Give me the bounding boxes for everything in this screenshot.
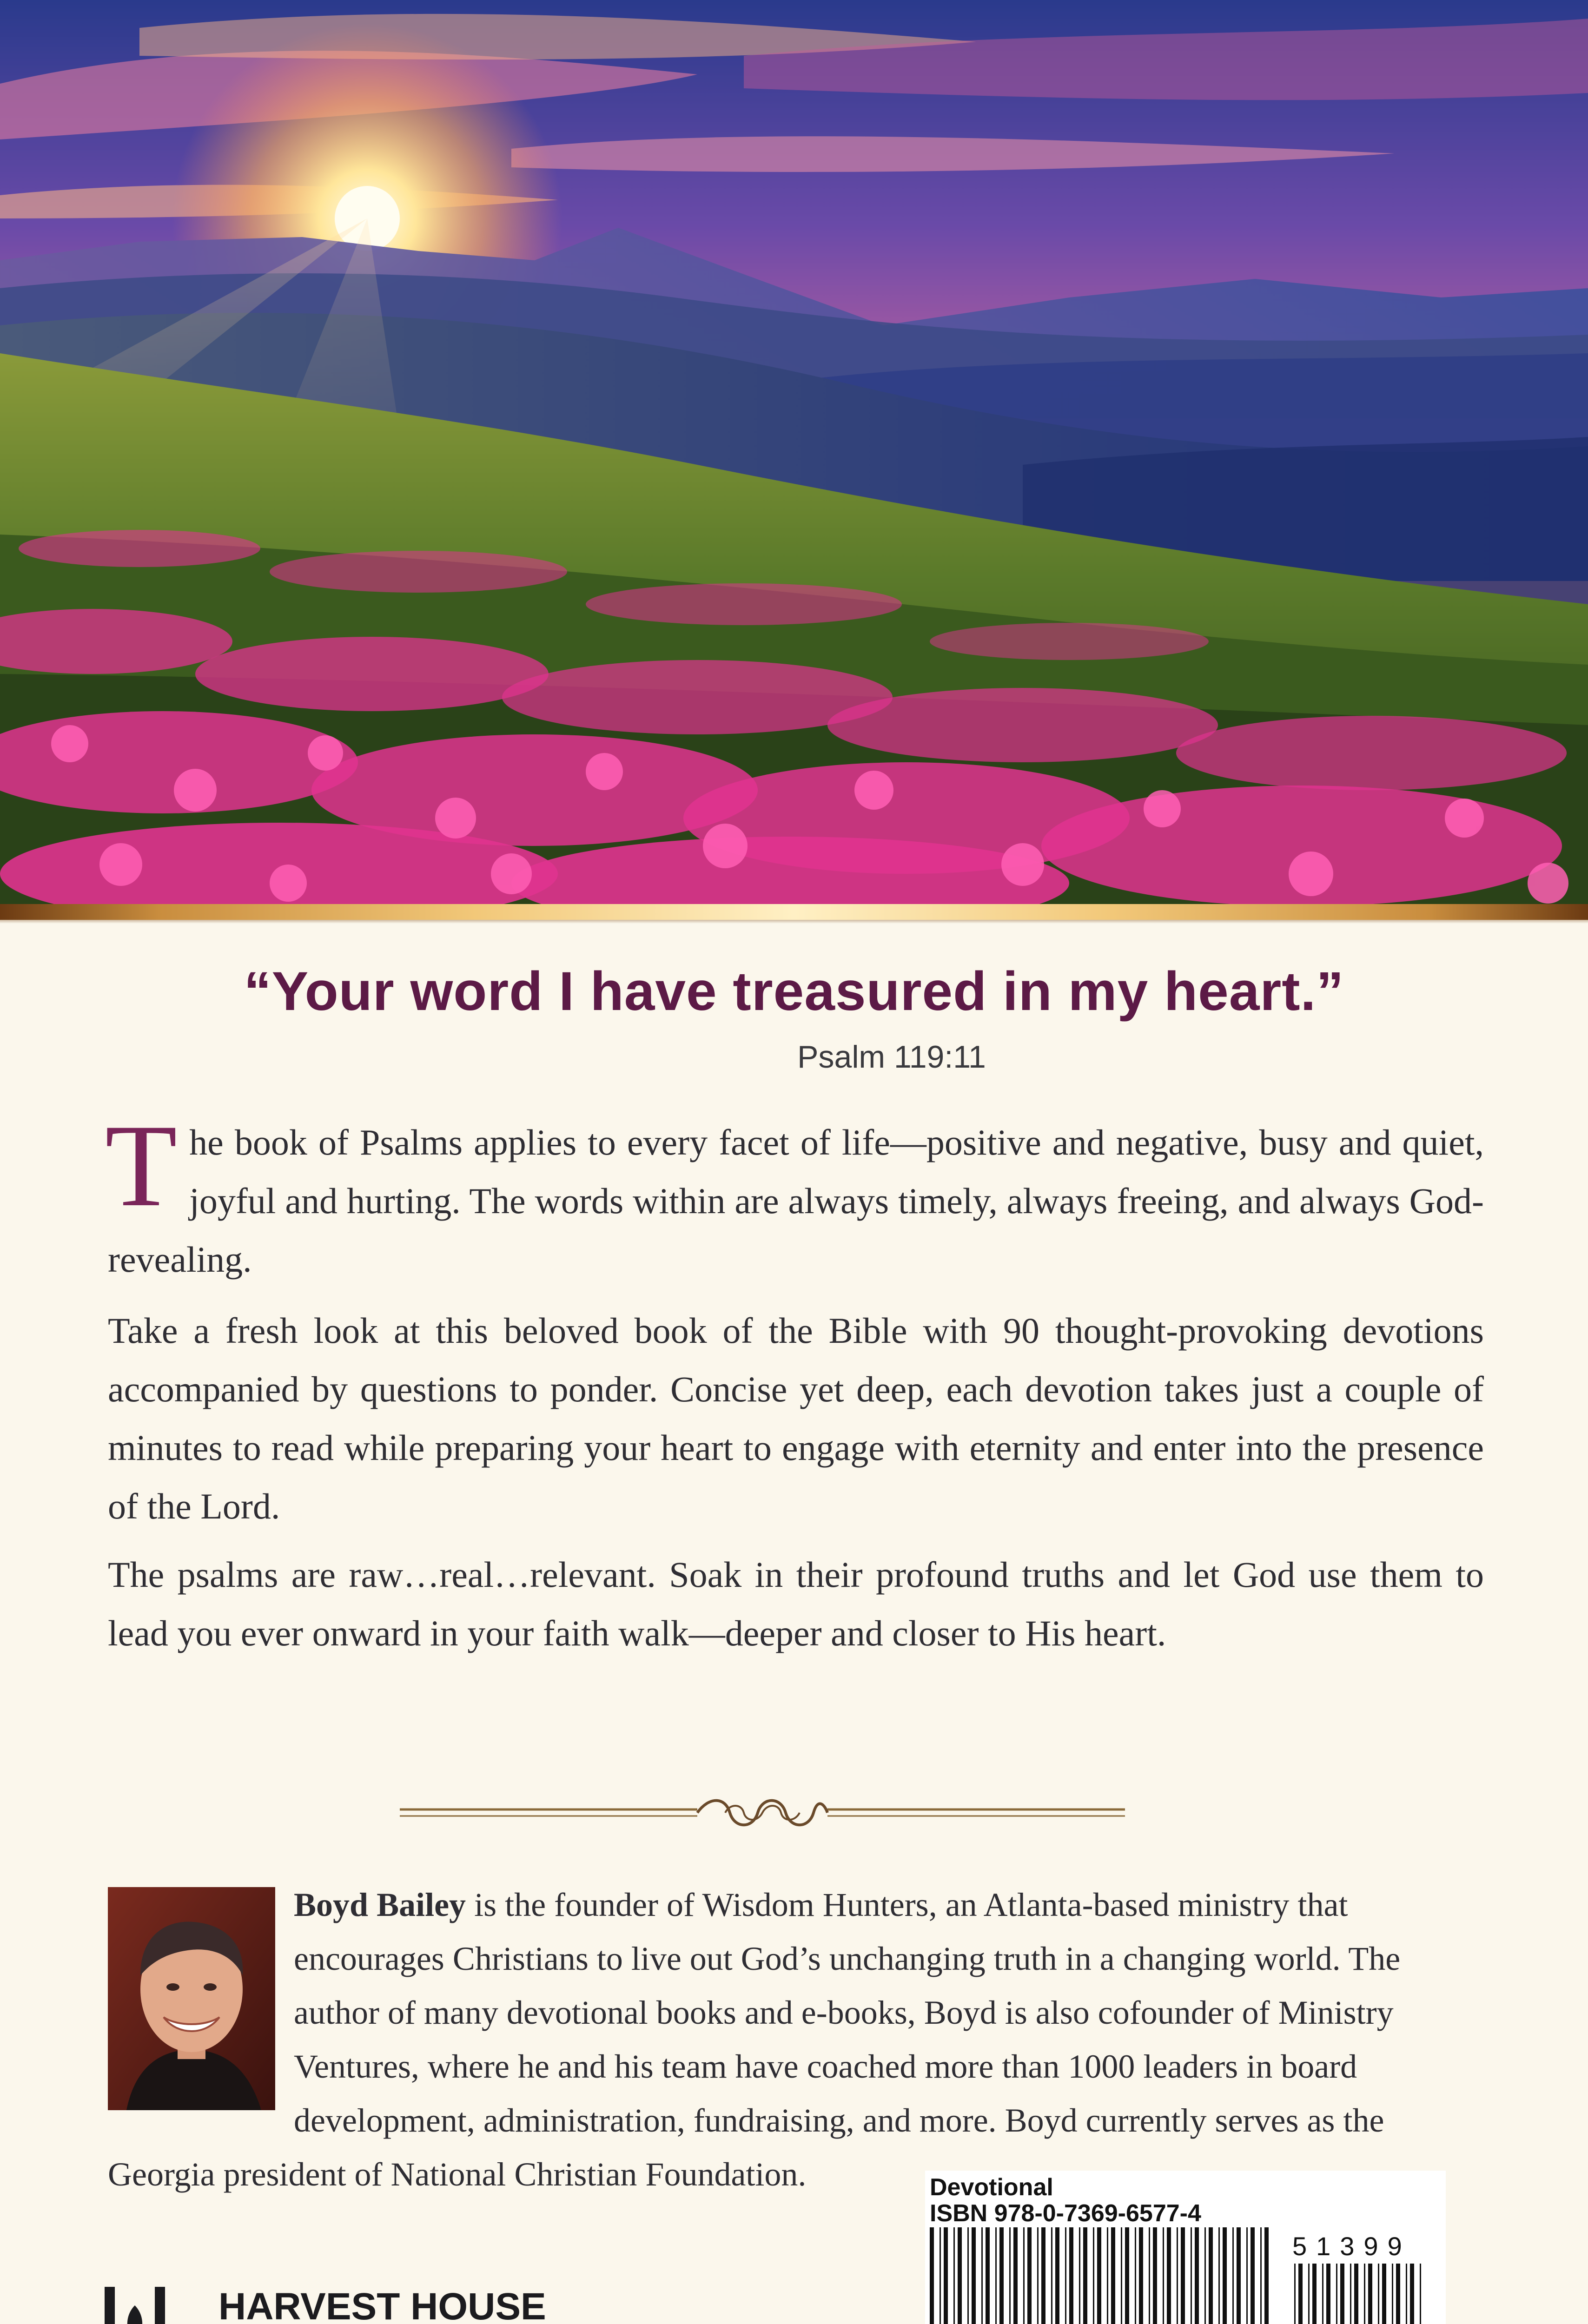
description-paragraph-3: The psalms are raw…real…relevant. Soak in their profound truths and let God use them to lead you ever onward in your faith walk—deeper and closer to His heart. [108,1554,1484,1653]
author-bio [108,1878,1484,2201]
publisher-name [218,2284,546,2324]
author-name: Boyd Bailey [294,1886,466,1923]
author-bio-text: is the founder of Wisdom Hunters, an Atlanta-based ministry that encourages Christians to live out God’s unchanging truth in a changing world. The author of many devotional books and e-books, Boyd is also cofounder of Ministry Ventures, where he and his team have coached more than 1000 leaders in board development, administration, fundraising, and more. Boyd currently serves as the Georgia president of National Christian Foundation. [108,1886,1401,2193]
barcode-block [925,2171,1446,2324]
gold-divider-bar [0,904,1588,920]
drop-cap-letter: T [105,1100,178,1231]
scripture-reference: Psalm 119:11 [797,1039,986,1075]
publisher-name-line-1: HARVEST HOUSE [218,2285,546,2324]
description-paragraph-2: Take a fresh look at this beloved book of the Bible with 90 thought-provoking devotions accompanied by questions to ponder. Concise yet deep, each devotion takes just a couple of minutes to read while preparing your heart to engage with eternity and enter into the presence of the Lord. [108,1310,1484,1526]
price-barcode-icon [1292,2264,1427,2324]
flourish-divider-icon [400,1792,1125,1834]
isbn-barcode-icon [928,2227,1272,2324]
isbn-number: ISBN 978-0-7369-6577-4 [930,2200,1201,2227]
price-supplement-code: 51399 [1292,2232,1411,2261]
harvest-house-logo-icon [105,2287,165,2324]
scripture-quote: “Your word I have treasured in my heart.” [244,961,1344,1022]
description-paragraph-1-text: he book of Psalms applies to every facet of life—positive and negative, busy and quiet, joyful and hurting. The words within are always timely, always freeing, and always God-revealing. [108,1122,1484,1280]
book-category: Devotional [930,2174,1053,2201]
description-paragraph-1 [105,1100,1484,1289]
cover-photo-mountain-sunrise [0,0,1588,904]
